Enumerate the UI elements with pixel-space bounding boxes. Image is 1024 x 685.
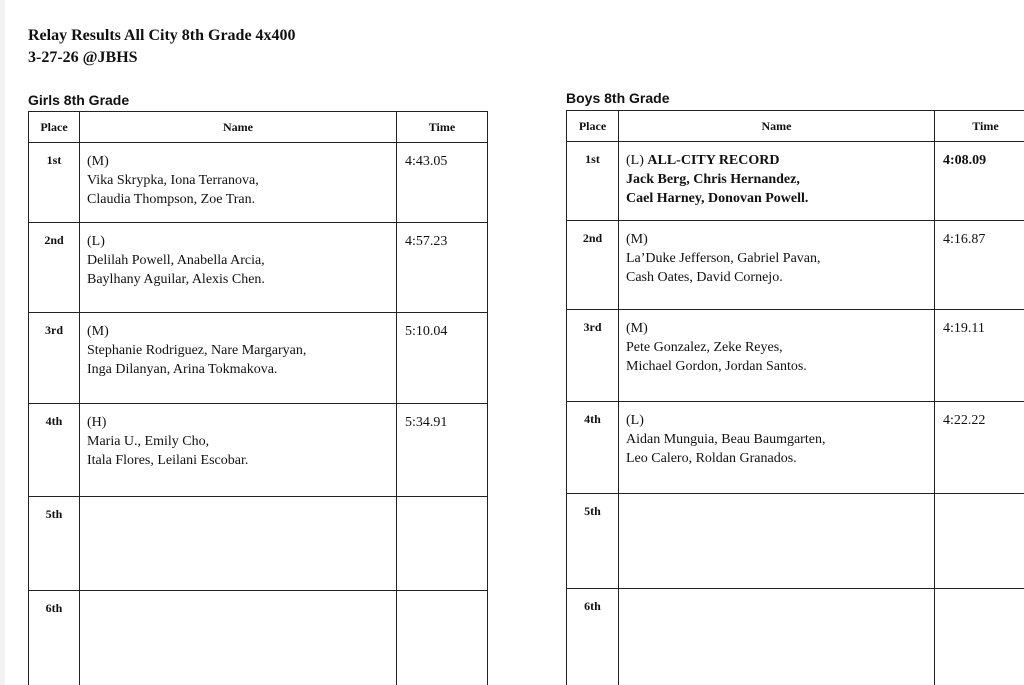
place-cell: 1st xyxy=(567,142,619,221)
time-cell xyxy=(397,591,488,685)
girls-section-title: Girls 8th Grade xyxy=(28,92,130,108)
time-cell: 4:22.22 xyxy=(935,402,1024,494)
place-cell: 6th xyxy=(567,589,619,685)
time-header: Time xyxy=(397,112,488,143)
document-page xyxy=(5,0,1024,685)
names-line-1: Jack Berg, Chris Hernandez, xyxy=(626,172,800,187)
table-row xyxy=(567,494,1024,589)
names-line-2: Itala Flores, Leilani Escobar. xyxy=(87,453,249,468)
school-code: (L) xyxy=(87,234,105,249)
time-cell xyxy=(397,497,488,591)
table-row xyxy=(29,313,488,404)
school-code: (L) xyxy=(626,413,644,428)
name-cell xyxy=(619,310,935,402)
names-line-1: Aidan Munguia, Beau Baumgarten, xyxy=(626,432,826,447)
name-cell xyxy=(619,589,935,685)
record-note: ALL-CITY RECORD xyxy=(647,153,780,168)
time-cell: 5:34.91 xyxy=(397,404,488,497)
name-cell xyxy=(619,221,935,310)
name-cell xyxy=(80,497,397,591)
names-line-1: Vika Skrypka, Iona Terranova, xyxy=(87,173,259,188)
names-line-2: Cael Harney, Donovan Powell. xyxy=(626,191,809,206)
table-row xyxy=(29,497,488,591)
name-cell xyxy=(80,223,397,313)
table-row xyxy=(29,591,488,685)
names-line-1: Pete Gonzalez, Zeke Reyes, xyxy=(626,340,783,355)
names-line-2: Baylhany Aguilar, Alexis Chen. xyxy=(87,272,265,287)
table-header-row xyxy=(29,112,488,143)
name-cell xyxy=(619,142,935,221)
names-line-2: Claudia Thompson, Zoe Tran. xyxy=(87,192,256,207)
school-code: (L) xyxy=(626,153,644,168)
title-line-2: 3-27-26 @JBHS xyxy=(28,49,138,66)
names-line-2: Leo Calero, Roldan Granados. xyxy=(626,451,797,466)
place-cell: 4th xyxy=(29,404,80,497)
table-row xyxy=(567,142,1024,221)
boys-results-table xyxy=(566,110,1024,685)
place-cell: 1st xyxy=(29,143,80,223)
school-and-record xyxy=(626,151,934,170)
place-cell: 3rd xyxy=(567,310,619,402)
time-cell: 4:57.23 xyxy=(397,223,488,313)
names-line-2: Inga Dilanyan, Arina Tokmakova. xyxy=(87,362,278,377)
names-line-1: La’Duke Jefferson, Gabriel Pavan, xyxy=(626,251,821,266)
place-header: Place xyxy=(567,111,619,142)
place-cell: 6th xyxy=(29,591,80,685)
document-title xyxy=(28,25,296,69)
time-cell xyxy=(935,494,1024,589)
table-row xyxy=(29,143,488,223)
table-row xyxy=(567,310,1024,402)
names-line-2: Cash Oates, David Cornejo. xyxy=(626,270,783,285)
time-cell: 4:08.09 xyxy=(935,142,1024,221)
name-cell xyxy=(80,143,397,223)
girls-results-table xyxy=(28,111,488,685)
title-line-1: Relay Results All City 8th Grade 4x400 xyxy=(28,27,296,44)
table-row xyxy=(29,404,488,497)
name-cell xyxy=(80,591,397,685)
table-row xyxy=(29,223,488,313)
school-code: (H) xyxy=(87,415,107,430)
place-cell: 5th xyxy=(567,494,619,589)
time-cell: 4:16.87 xyxy=(935,221,1024,310)
names-line-1: Delilah Powell, Anabella Arcia, xyxy=(87,253,265,268)
place-cell: 5th xyxy=(29,497,80,591)
names-line-1: Stephanie Rodriguez, Nare Margaryan, xyxy=(87,343,307,358)
name-header: Name xyxy=(80,112,397,143)
school-code: (M) xyxy=(626,321,648,336)
boys-section-title: Boys 8th Grade xyxy=(566,90,670,106)
names-line-1: Maria U., Emily Cho, xyxy=(87,434,210,449)
time-header: Time xyxy=(935,111,1024,142)
name-cell xyxy=(619,494,935,589)
time-cell: 4:43.05 xyxy=(397,143,488,223)
place-cell: 2nd xyxy=(29,223,80,313)
name-cell xyxy=(80,313,397,404)
time-cell: 5:10.04 xyxy=(397,313,488,404)
time-cell xyxy=(935,589,1024,685)
place-cell: 4th xyxy=(567,402,619,494)
table-header-row xyxy=(567,111,1024,142)
name-cell xyxy=(80,404,397,497)
school-code: (M) xyxy=(87,324,109,339)
place-cell: 2nd xyxy=(567,221,619,310)
name-header: Name xyxy=(619,111,935,142)
table-row xyxy=(567,221,1024,310)
table-row xyxy=(567,402,1024,494)
name-cell xyxy=(619,402,935,494)
time-cell: 4:19.11 xyxy=(935,310,1024,402)
names-line-2: Michael Gordon, Jordan Santos. xyxy=(626,359,807,374)
school-code: (M) xyxy=(626,232,648,247)
table-row xyxy=(567,589,1024,685)
place-cell: 3rd xyxy=(29,313,80,404)
school-code: (M) xyxy=(87,154,109,169)
place-header: Place xyxy=(29,112,80,143)
